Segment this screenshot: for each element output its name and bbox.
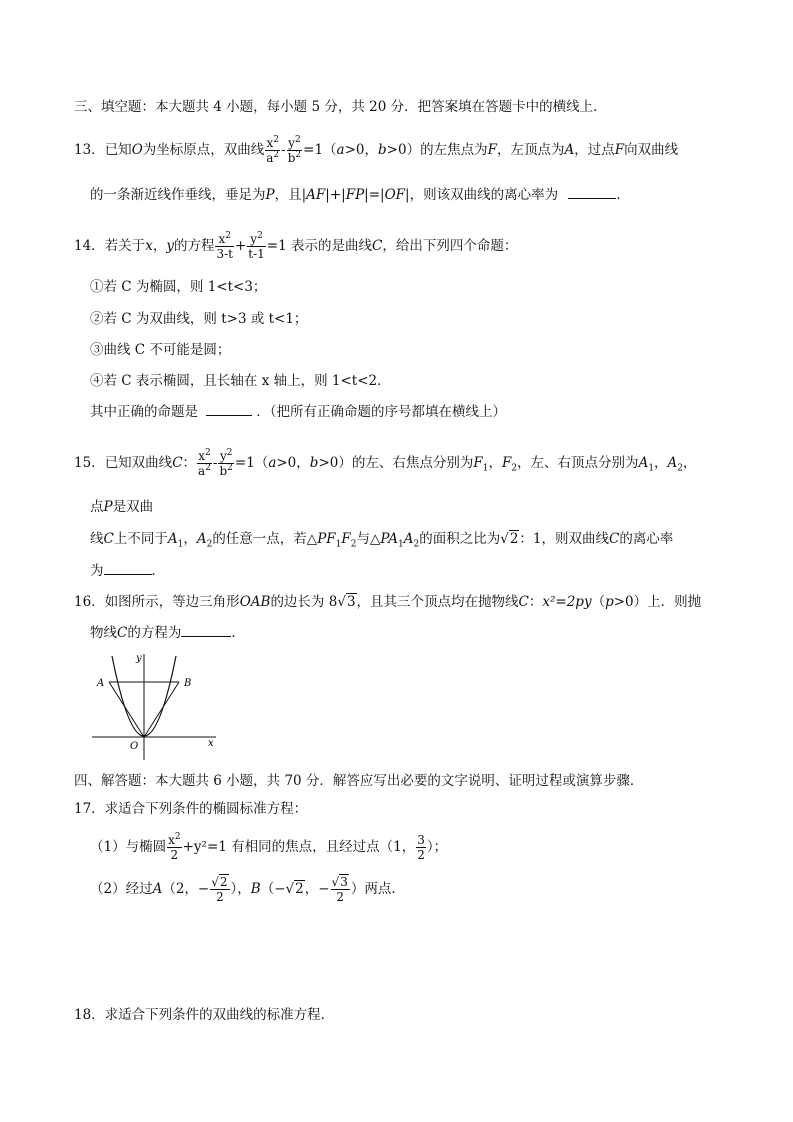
q15-end: ． [151,563,165,579]
answer-blank[interactable] [568,186,616,199]
q15-text: ， [683,455,697,471]
q13-text: >0）的左焦点为 [386,142,488,158]
q17-text: ）， [230,881,251,897]
q14-text: ， [152,238,167,254]
seg-of: OF [384,187,406,203]
q15-text: 已知双曲线 [104,455,173,471]
q13-text: ，且| [274,187,307,203]
q13-o: O [131,142,143,158]
q13-text: >0， [344,142,379,158]
q15-text: ， [488,455,502,471]
frac-den: b [219,464,228,478]
q13-text: ，过点 [574,142,615,158]
frac-den: a [198,464,206,478]
point-a: A [152,881,163,897]
q17-frac-sqrt3: $\frac{√3}{2}$ [331,875,348,904]
label-a: A [97,678,105,689]
sub: 2 [511,463,518,474]
q14-item-2: ②若 C 为双曲线，则 t>3 或 t<1； [90,311,308,327]
q13-frac-y: $\frac{y^2}{b^2}$ [287,135,302,165]
var-c: C [372,238,383,254]
sub: 1 [648,463,655,474]
frac-num: 3 [417,833,425,847]
q13-line1 [74,136,678,165]
q15-line2 [90,498,153,516]
sub: 1 [397,539,404,550]
sqrt-3: √3 [337,594,356,610]
answer-blank[interactable] [206,403,252,416]
radicand: 3 [340,875,348,889]
frac-num: y [219,449,227,463]
sub: 2 [350,539,357,550]
q15-text: 的离心率 [619,531,674,547]
q14-text: 的方程 [173,238,215,254]
q15-text: ： [182,455,197,471]
q14-answer-line [90,403,506,421]
sqrt-2: √2 [285,881,304,897]
q17-text: （1）与椭圆 [90,839,167,855]
frac-den: t-1 [248,247,265,261]
q16-text: >0）上．则抛 [613,594,702,610]
label-x: x [208,738,214,749]
q15-text: >0）的左、右焦点分别为 [318,455,474,471]
q15-frac-y: $\frac{y^2}{b^2}$ [219,448,233,478]
q17-text: +y²=1 有相同的焦点，且经过点（1， [182,839,416,855]
var-a1: A [638,455,649,471]
frac-num: x [198,449,205,463]
var-f2: F [341,531,351,547]
q17-point-frac [416,833,426,862]
q13-text: 已知 [104,142,132,158]
tri-pa1a2: PA [380,531,398,547]
frac-num: x [168,833,175,847]
plus: + [234,238,247,254]
label-b: B [184,678,192,689]
sub: 1 [335,539,342,550]
q14-frac-x: $\frac{x^2}{3-t}$ [216,231,233,261]
frac-num: y [250,232,258,246]
q17-part1 [90,833,447,862]
seg-fp: FP [345,187,365,203]
q17-text: ）两点． [350,881,405,897]
minus: - [212,455,218,471]
frac-den: b [287,151,296,165]
q15-text: ， [183,531,197,547]
var-p: P [103,499,113,515]
var-p: p [605,594,614,610]
sub: 1 [177,539,184,550]
q14-text: ，给出下列四个命题： [382,238,518,254]
var-f: F [487,142,497,158]
var-c: C [172,455,183,471]
q15-text: 的任意一点，若△ [212,531,318,547]
frac-den: 2 [336,890,345,904]
q15-number: 15． [74,455,105,471]
q13-number: 13． [74,142,105,158]
q14-item-1: ①若 C 为椭圆，则 1<t<3； [90,279,267,295]
q17-frac-sqrt2: $\frac{√2}{2}$ [211,875,228,904]
radicand: 2 [295,881,304,897]
q14-number: 14． [74,238,105,254]
var-f: F [614,142,625,158]
q15-text: >0， [276,455,310,471]
q14-text: 若关于 [104,238,146,254]
var-c: C [609,531,620,547]
q17-text: （2）经过 [90,881,153,897]
sub: 2 [413,539,420,550]
frac-num: x [266,136,274,150]
q13-text: 向双曲线 [624,142,679,158]
q16-text: 物线 [90,625,117,641]
q15-text: ，左、右顶点分别为 [517,455,639,471]
q14-frac-y: $\frac{y^2}{t-1}$ [248,231,265,261]
var-a-point: A [564,142,575,158]
q15-text: 的面积之比为 [419,531,501,547]
q18-title: 18．求适合下列条件的双曲线的标准方程． [74,1007,335,1023]
q13-text: 为坐标原点，双曲线 [142,142,265,158]
q15-text: =1（ [234,455,269,471]
q14-text: 其中正确的命题是 [90,404,198,420]
q14-text: ．（把所有正确命题的序号都填在横线上） [256,404,507,420]
segment-oa [109,682,144,737]
point-b: B [250,881,261,897]
q15-text: 上不同于 [113,531,168,547]
q13-line2 [90,186,630,204]
radicand: 2 [219,875,228,889]
q17-text: ，− [304,881,330,897]
var-y: y [166,238,174,254]
var-a: a [336,142,345,158]
frac-den: a [266,151,274,165]
q17-text: ）； [426,839,448,855]
q13-text: =1（ [303,142,337,158]
q14-line1 [74,232,517,261]
q16-end: ． [231,625,245,641]
tri-pf1f2: PF [317,531,336,547]
q17-text: （2，− [162,881,210,897]
q15-line4 [90,562,165,580]
q13-text: |=| [364,187,385,203]
q17-title: 17．求适合下列条件的椭圆标准方程： [74,801,308,817]
q15-line3 [90,530,673,548]
q15-frac-x: $\frac{x^2}{a^2}$ [198,448,211,478]
answer-blank[interactable] [181,624,231,637]
var-a2: A [667,455,678,471]
q15-text: 为 [90,563,104,579]
sub: 2 [206,539,213,550]
radicand: 3 [346,594,356,610]
q16-line1 [74,593,701,611]
section-4-heading: 四、解答题：本大题共 6 小题，共 70 分．解答应写出必要的文字说明、证明过程或演算步骤． [74,773,644,789]
var-b: b [309,455,319,471]
frac-den: 3-t [216,247,233,261]
q16-text: ，且其三个顶点均在抛物线 [356,594,519,610]
q16-text: ： [528,594,543,610]
var-c: C [103,531,114,547]
var-x: x [145,238,153,254]
var-p: P [265,187,275,203]
q13-text: |，则该双曲线的离心率为 [405,187,559,203]
q14-item-3: ③曲线 C 不可能是圆； [90,342,231,358]
minus: - [281,142,286,158]
q16-line2 [90,624,245,642]
q14-item-4: ④若 C 表示椭圆，且长轴在 x 轴上，则 1<t<2． [90,373,391,389]
var-a2: A [196,531,207,547]
var-c: C [518,594,529,610]
q13-frac-x: $\frac{x^2}{a^2}$ [266,135,280,165]
q16-text: 的方程为 [127,625,182,641]
q14-text: =1 表示的是曲线 [266,238,372,254]
frac-den: 2 [216,890,224,904]
q15-text: 线 [90,531,104,547]
q16-text: 的边长为 8 [270,594,338,610]
var-a1: A [167,531,178,547]
var-c: C [117,625,128,641]
q15-text: ， [654,455,668,471]
q16-text: （ [591,594,606,610]
q15-text: 与△ [356,531,381,547]
label-y: y [136,653,142,664]
var-a2: A [403,531,414,547]
var-f2: F [501,455,512,471]
q15-text: 是双曲 [112,499,154,515]
var-f1: F [473,455,483,471]
q13-end: ． [616,187,630,203]
q17-text: （− [260,881,286,897]
frac-den: 2 [170,848,179,862]
q15-text: ：1，则双曲线 [519,531,609,547]
section-3-heading: 三、填空题：本大题共 4 小题，每小题 5 分，共 20 分．把答案填在答题卡中的横线上． [74,99,607,115]
sub: 1 [482,463,489,474]
var-a: a [268,455,277,471]
q17-frac: $\frac{x^2}{2}$ [168,832,181,862]
q13-text: ，左顶点为 [496,142,565,158]
equation: x²=2py [542,594,592,610]
seg-af: AF [306,187,326,203]
frac-num: x [218,232,226,246]
frac-num: y [288,136,295,150]
parabola-figure [88,650,228,762]
q16-text: 如图所示，等边三角形 [104,594,240,610]
q15-line1 [74,449,697,478]
q13-text: |+| [325,187,346,203]
tri-oab: OAB [239,594,271,610]
var-b: b [378,142,387,158]
q15-text: 点 [90,499,104,515]
q16-number: 16． [74,594,105,610]
sqrt-2: √2 [500,531,519,547]
label-o: O [130,741,139,752]
frac-den: 2 [417,848,425,862]
q13-text: 的一条渐近线作垂线，垂足为 [90,187,266,203]
q17-part2 [90,875,405,904]
answer-blank[interactable] [104,562,152,575]
sub: 2 [677,463,684,474]
segment-ob [144,682,179,737]
radicand: 2 [509,531,519,547]
